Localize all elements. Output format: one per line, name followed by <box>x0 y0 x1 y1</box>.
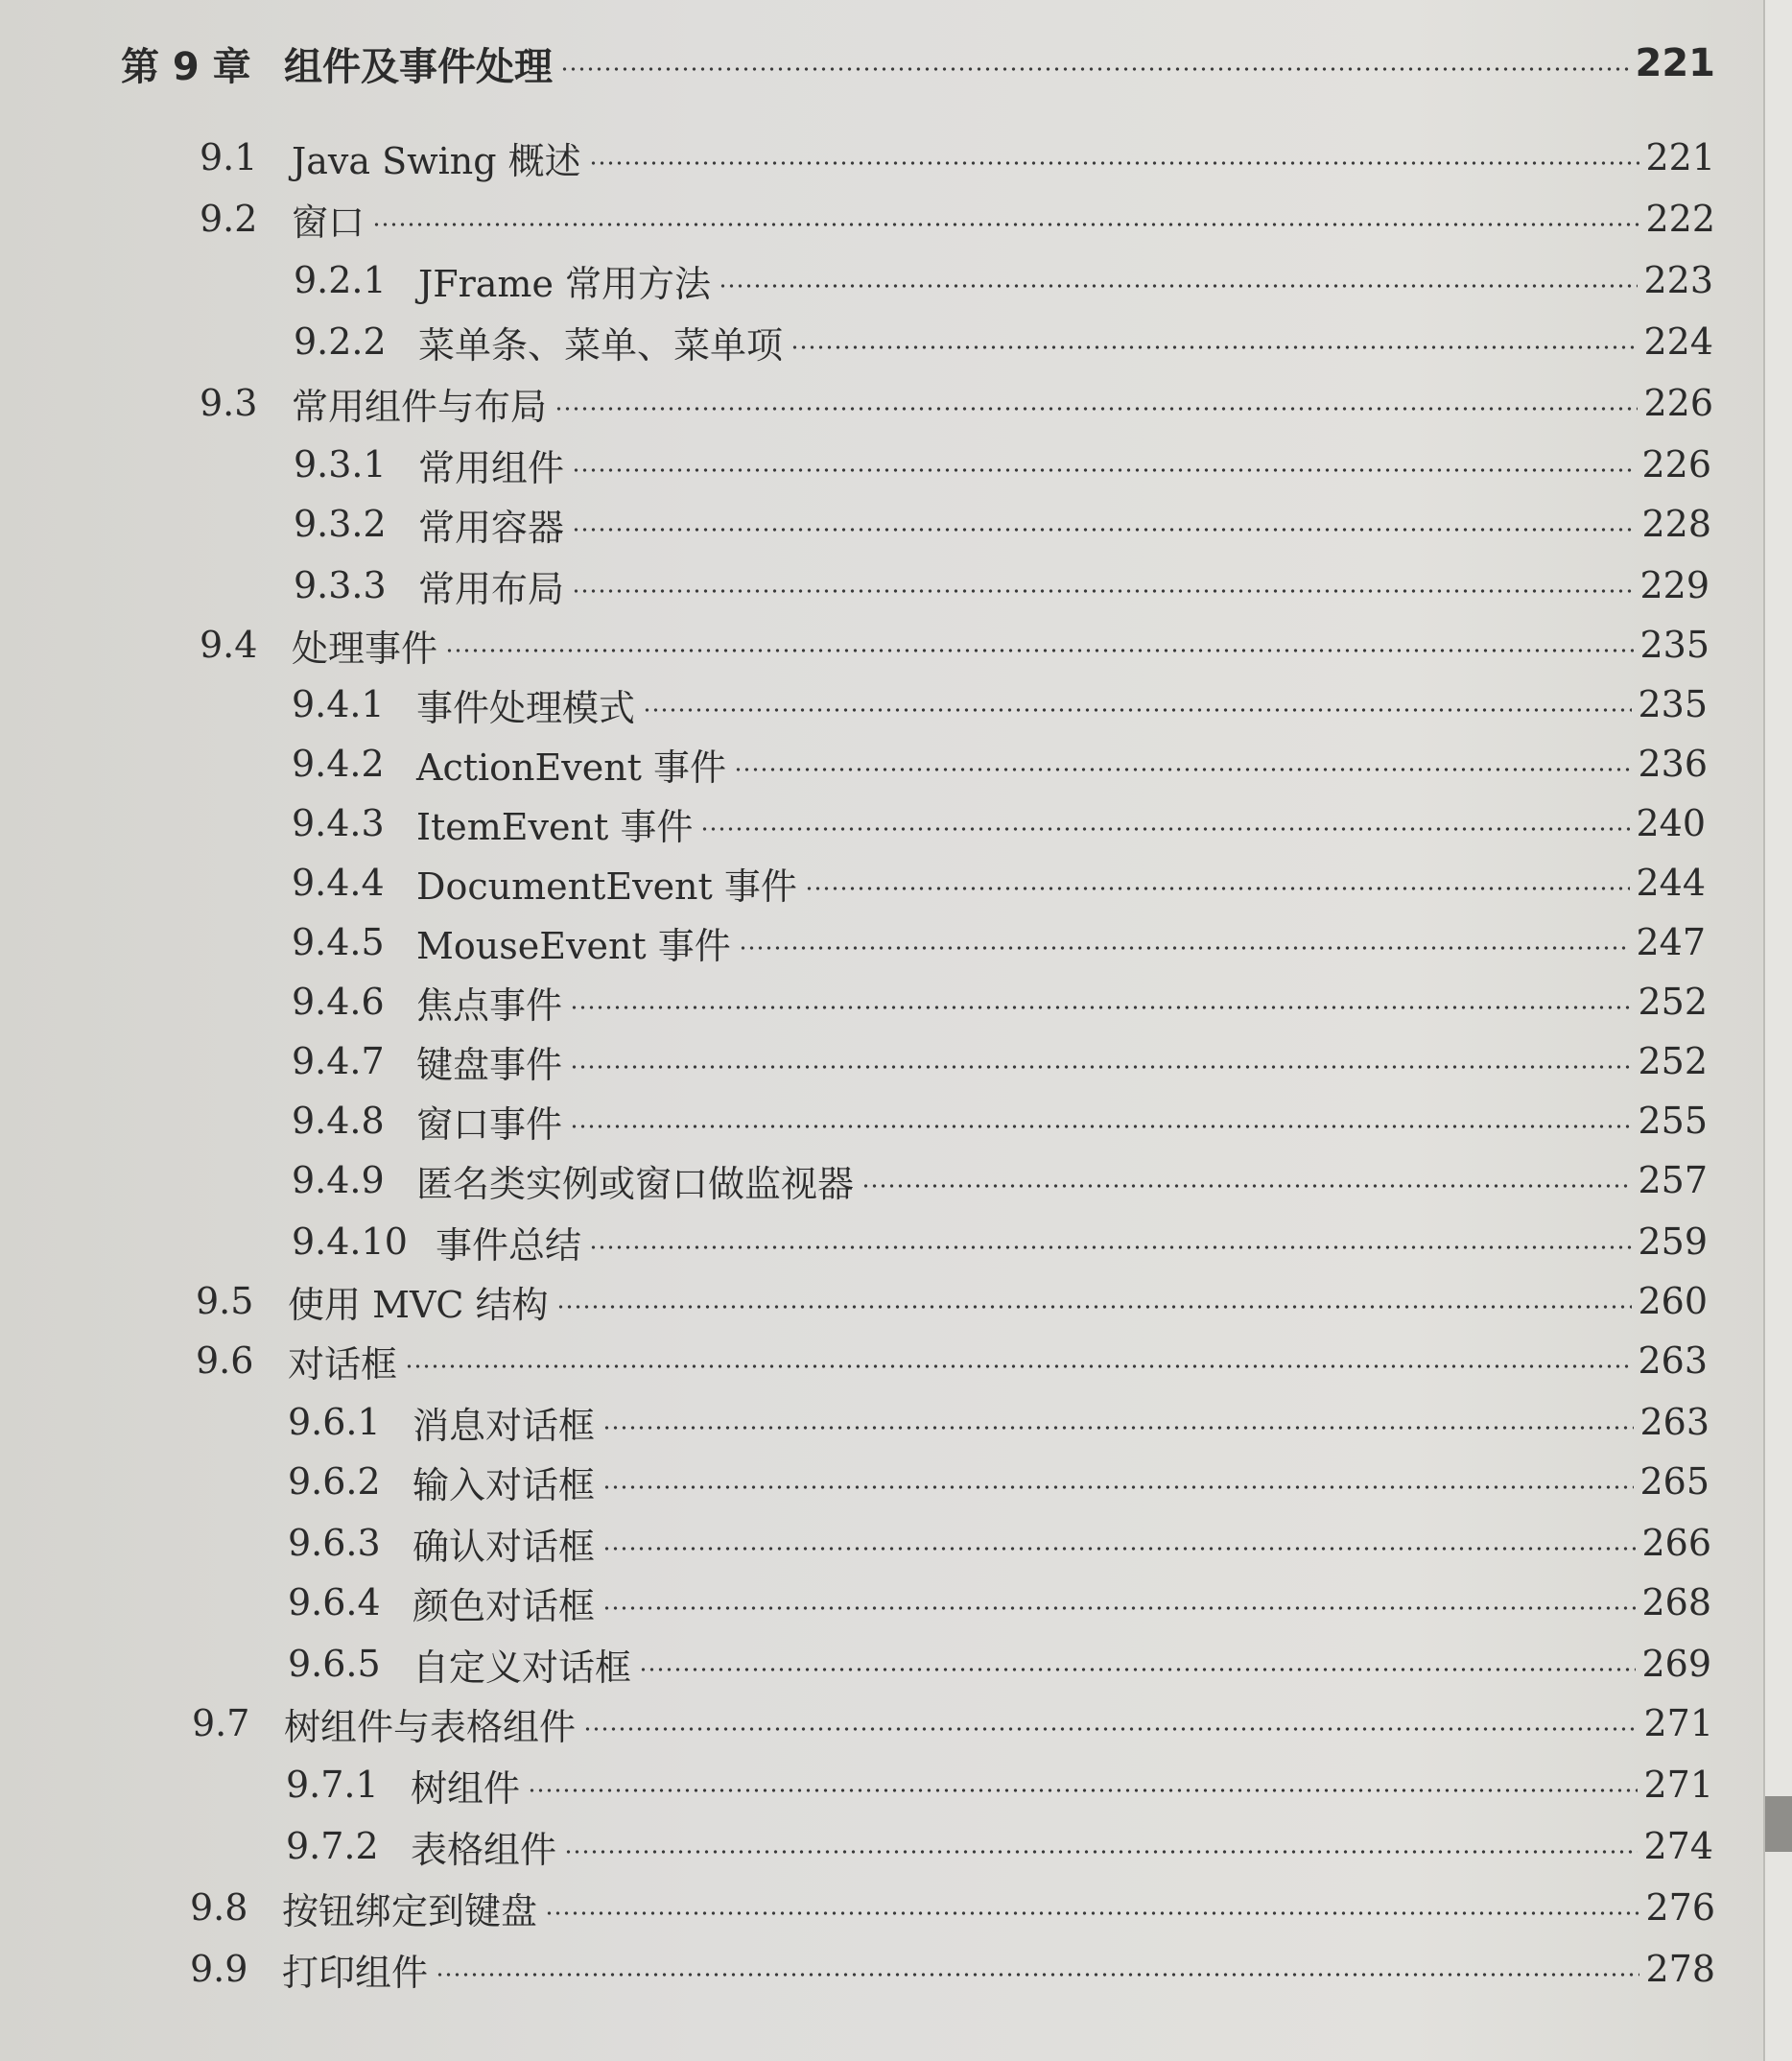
toc-page-number: 274 <box>1643 1825 1713 1867</box>
toc-page-number: 252 <box>1638 1040 1708 1082</box>
toc-number: 9.4.6 <box>292 981 385 1023</box>
dot-leader <box>572 528 1636 532</box>
toc-number: 9.4.8 <box>292 1100 385 1142</box>
toc-page-number: 265 <box>1639 1460 1709 1503</box>
toc-number: 9.3.2 <box>294 503 387 545</box>
toc-number: 9.6.2 <box>288 1460 381 1503</box>
toc-page-number: 224 <box>1643 320 1713 363</box>
toc-title: 组件及事件处理 <box>284 44 553 89</box>
toc-title: 树组件与表格组件 <box>284 1705 577 1748</box>
toc-entry <box>288 1574 1711 1631</box>
toc-entry <box>190 1879 1715 1936</box>
toc-number: 9.7.2 <box>286 1825 379 1867</box>
toc-number: 9.4 <box>200 624 258 666</box>
toc-entry <box>294 251 1713 309</box>
toc-entry <box>292 735 1708 793</box>
dot-leader <box>602 1606 1636 1610</box>
toc-title: 事件处理模式 <box>416 686 636 729</box>
toc-entry <box>292 1151 1708 1209</box>
toc-number: 9.3.3 <box>294 564 387 606</box>
toc-title: 处理事件 <box>292 627 438 670</box>
toc-number: 9.6.1 <box>288 1401 381 1443</box>
toc-page-number: 229 <box>1639 564 1709 606</box>
toc-page-number: 263 <box>1638 1339 1708 1382</box>
toc-number: 9.4.1 <box>292 683 385 725</box>
toc-entry <box>200 374 1713 432</box>
toc-title: 消息对话框 <box>413 1404 596 1447</box>
toc-entry <box>196 1272 1708 1330</box>
toc-title: 确认对话框 <box>413 1525 596 1568</box>
toc-entry <box>294 495 1711 553</box>
dot-leader <box>560 67 1630 71</box>
dot-leader <box>554 407 1638 411</box>
toc-title: 事件总结 <box>436 1223 582 1267</box>
toc-page-number: 271 <box>1643 1702 1713 1744</box>
toc-page-number: 247 <box>1636 921 1706 963</box>
toc-title: 打印组件 <box>282 1951 429 1994</box>
toc-page-number: 244 <box>1636 862 1706 904</box>
toc-page-number: 263 <box>1639 1401 1709 1443</box>
toc-entry <box>288 1635 1711 1693</box>
page-edge <box>1763 0 1792 2061</box>
toc-number: 9.7.1 <box>286 1764 379 1806</box>
dot-leader <box>545 1911 1639 1915</box>
toc-title: 常用容器 <box>418 506 565 549</box>
page-edge-tab <box>1765 1796 1792 1852</box>
toc-number: 9.1 <box>200 136 258 178</box>
toc-number: 9.3 <box>200 382 258 424</box>
toc-entry <box>200 129 1715 186</box>
toc-page-number: 259 <box>1638 1220 1708 1263</box>
toc-title: 自定义对话框 <box>413 1646 632 1689</box>
toc-page-number: 226 <box>1643 382 1713 424</box>
dot-leader <box>572 589 1634 593</box>
toc-title: 对话框 <box>288 1342 398 1386</box>
toc-entry <box>292 1213 1708 1270</box>
dot-leader <box>405 1364 1632 1368</box>
toc-page-number: 255 <box>1638 1100 1708 1142</box>
toc-page-number: 260 <box>1638 1280 1708 1322</box>
toc-number: 9.3.1 <box>294 443 387 486</box>
toc-number: 第 9 章 <box>121 44 251 89</box>
dot-leader <box>445 649 1634 652</box>
toc-entry <box>286 1817 1713 1875</box>
dot-leader <box>861 1184 1632 1188</box>
toc-entry <box>292 854 1706 912</box>
toc-number: 9.4.10 <box>292 1220 408 1263</box>
toc-chapter-heading <box>121 35 1715 92</box>
dot-leader <box>602 1485 1634 1489</box>
toc-number: 9.6.5 <box>288 1643 381 1685</box>
toc-number: 9.4.7 <box>292 1040 385 1082</box>
toc-entry <box>288 1514 1711 1572</box>
dot-leader <box>372 223 1639 226</box>
toc-page-number: 235 <box>1638 683 1708 725</box>
toc-page-number: 269 <box>1641 1643 1711 1685</box>
toc-title: 输入对话框 <box>413 1463 596 1506</box>
toc-title: MouseEvent 事件 <box>416 924 731 967</box>
toc-entry <box>190 1940 1715 1998</box>
toc-title: 按钮绑定到键盘 <box>282 1889 538 1932</box>
toc-title: 常用组件 <box>418 446 565 489</box>
dot-leader <box>589 1245 1632 1249</box>
toc-title: ItemEvent 事件 <box>416 805 694 848</box>
dot-leader <box>570 1006 1632 1009</box>
toc-page-number: 235 <box>1639 624 1709 666</box>
toc-entry <box>288 1453 1709 1510</box>
toc-page-number: 221 <box>1645 136 1715 178</box>
toc-number: 9.4.3 <box>292 802 385 844</box>
dot-leader <box>528 1789 1638 1792</box>
dot-leader <box>700 827 1630 831</box>
dot-leader <box>739 946 1631 950</box>
toc-entry <box>292 1032 1708 1090</box>
dot-leader <box>436 1973 1639 1977</box>
toc-title: 使用 MVC 结构 <box>288 1283 549 1326</box>
toc-title: 颜色对话框 <box>413 1584 596 1627</box>
toc-title: 窗口 <box>292 201 365 244</box>
toc-title: 常用组件与布局 <box>292 385 548 428</box>
toc-title: DocumentEvent 事件 <box>416 865 797 908</box>
dot-leader <box>556 1305 1633 1309</box>
toc-entry <box>192 1694 1713 1752</box>
toc-page-number: 222 <box>1645 198 1715 240</box>
dot-leader <box>639 1668 1636 1671</box>
toc-title: 匿名类实例或窗口做监视器 <box>416 1162 855 1205</box>
toc-page-number: 221 <box>1635 41 1715 85</box>
toc-number: 9.7 <box>192 1702 250 1744</box>
toc-page-number: 240 <box>1636 802 1706 844</box>
toc-entry <box>286 1756 1713 1813</box>
toc-title: 树组件 <box>411 1766 521 1810</box>
toc-title: Java Swing 概述 <box>292 139 581 182</box>
dot-leader <box>805 887 1631 890</box>
toc-number: 9.5 <box>196 1280 254 1322</box>
toc-page-number: 252 <box>1638 981 1708 1023</box>
toc-number: 9.6.3 <box>288 1522 381 1564</box>
toc-entry <box>292 973 1708 1030</box>
dot-leader <box>643 708 1632 712</box>
toc-entry <box>294 313 1713 370</box>
toc-number: 9.2.1 <box>294 259 387 301</box>
dot-leader <box>570 1065 1632 1069</box>
toc-title: 常用布局 <box>418 567 565 610</box>
toc-number: 9.9 <box>190 1948 248 1990</box>
toc-entry <box>200 190 1715 248</box>
toc-title: ActionEvent 事件 <box>416 746 727 789</box>
dot-leader <box>719 284 1638 288</box>
toc-entry <box>294 436 1711 493</box>
toc-page-number: 266 <box>1641 1522 1711 1564</box>
dot-leader <box>602 1547 1636 1551</box>
toc-page-number: 276 <box>1645 1886 1715 1929</box>
toc-entry <box>292 1092 1708 1149</box>
dot-leader <box>572 468 1636 472</box>
toc-number: 9.4.4 <box>292 862 385 904</box>
toc-title: 表格组件 <box>411 1828 557 1871</box>
toc-page-number: 257 <box>1638 1159 1708 1201</box>
toc-number: 9.4.9 <box>292 1159 385 1201</box>
toc-page-number: 278 <box>1645 1948 1715 1990</box>
dot-leader <box>790 345 1638 349</box>
toc-title: 窗口事件 <box>416 1102 563 1146</box>
toc-entry <box>200 616 1709 674</box>
dot-leader <box>570 1125 1632 1128</box>
toc-page-number: 271 <box>1643 1764 1713 1806</box>
dot-leader <box>602 1426 1634 1430</box>
dot-leader <box>583 1727 1638 1731</box>
toc-number: 9.8 <box>190 1886 248 1929</box>
dot-leader <box>734 768 1632 771</box>
toc-title: JFrame 常用方法 <box>418 262 712 305</box>
toc-page-number: 226 <box>1641 443 1711 486</box>
toc-page-number: 223 <box>1643 259 1713 301</box>
dot-leader <box>589 161 1640 165</box>
toc-title: 键盘事件 <box>416 1043 563 1086</box>
toc-page-number: 268 <box>1641 1581 1711 1623</box>
toc-entry <box>292 794 1706 852</box>
toc-entry <box>292 913 1706 971</box>
toc-title: 菜单条、菜单、菜单项 <box>418 323 784 367</box>
toc-page-number: 228 <box>1641 503 1711 545</box>
toc-number: 9.2.2 <box>294 320 387 363</box>
toc-title: 焦点事件 <box>416 983 563 1027</box>
toc-number: 9.6.4 <box>288 1581 381 1623</box>
toc-entry <box>288 1393 1709 1451</box>
toc-page-number: 236 <box>1638 743 1708 785</box>
toc-entry <box>292 675 1708 733</box>
toc-number: 9.4.5 <box>292 921 385 963</box>
toc-number: 9.6 <box>196 1339 254 1382</box>
toc-entry <box>294 557 1709 614</box>
toc-number: 9.4.2 <box>292 743 385 785</box>
toc-entry <box>196 1332 1708 1389</box>
toc-number: 9.2 <box>200 198 258 240</box>
dot-leader <box>564 1850 1638 1854</box>
